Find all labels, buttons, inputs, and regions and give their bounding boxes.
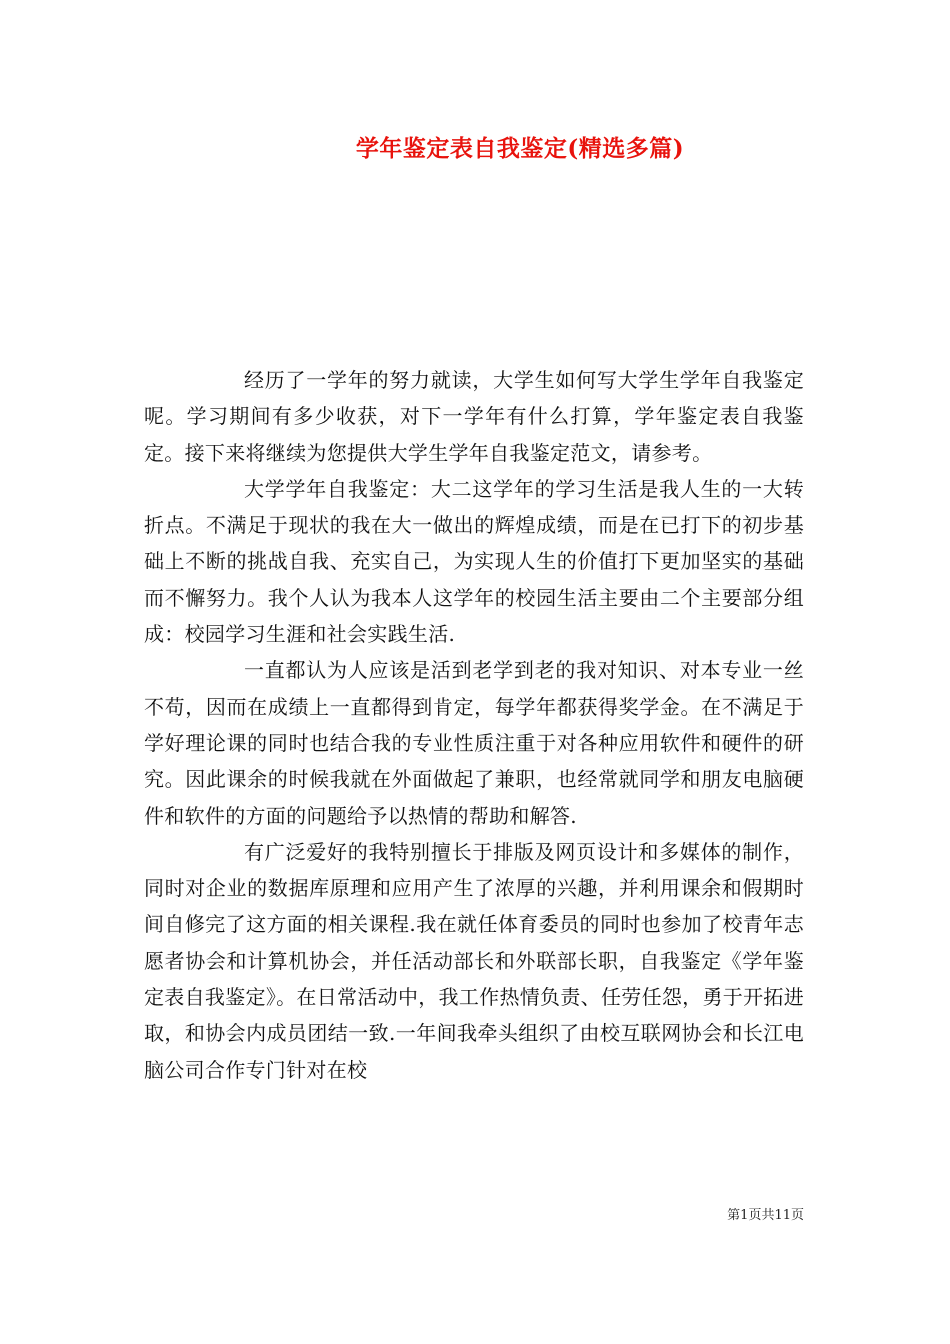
document-title: 学年鉴定表自我鉴定(精选多篇) [355, 135, 685, 162]
page-number-footer: 第1页共11页 [727, 1208, 804, 1223]
paragraph-2: 大学学年自我鉴定：大二这学年的学习生活是我人生的一大转折点。不满足于现状的我在大一做出的辉煌成绩，而是在已打下的初步基础上不断的挑战自我、充实自己，为实现人生的价值打下更加坚实的基础而不懈努力。我个人认为我本人这学年的校园生活主要由二个主要部分组成：校园学习生涯和社会实践生活. [144, 476, 804, 647]
paragraph-3: 一直都认为人应该是活到老学到老的我对知识、对本专业一丝不苟，因而在成绩上一直都得到肯定，每学年都获得奖学金。在不满足于学好理论课的同时也结合我的专业性质注重于对各种应用软件和硬件的研究。因此课余的时候我就在外面做起了兼职，也经常就同学和朋友电脑硬件和软件的方面的问题给予以热情的帮助和解答. [144, 658, 804, 828]
document-body [144, 362, 804, 1088]
paragraph-4: 有广泛爱好的我特别擅长于排版及网页设计和多媒体的制作，同时对企业的数据库原理和应用产生了浓厚的兴趣，并利用课余和假期时间自修完了这方面的相关课程.我在就任体育委员的同时也参加了校青年志愿者协会和计算机协会，并任活动部长和外联部长职，自我鉴定《学年鉴定表自我鉴定》。在日常活动中，我工作热情负责、任劳任怨，勇于开拓进取，和协会内成员团结一致.一年间我牵头组织了由校互联网协会和长江电脑公司合作专门针对在校 [144, 839, 804, 1082]
paragraph-1: 经历了一学年的努力就读，大学生如何写大学生学年自我鉴定呢。学习期间有多少收获，对下一学年有什么打算，学年鉴定表自我鉴定。接下来将继续为您提供大学生学年自我鉴定范文，请参考。 [144, 368, 804, 465]
